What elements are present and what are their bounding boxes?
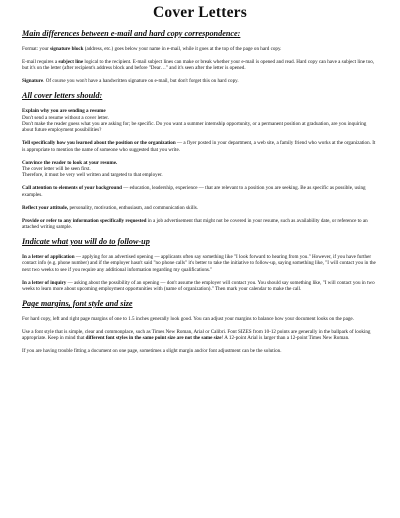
text: . Of course you won't have a handwritten signature on e-mail, but don't forget this on hard copy. — [43, 78, 239, 85]
text: — applying for an advertised opening — applicants often say something like "I look forward to hearing from you." However, if you have further contact info (e.g. phone number) and if the employer hasn't said "no phone calls" it's better to take the initiative to follow-up, saying something like, "I will contact you in the next two weeks to see if you require any additional information regarding my qualifications." — [22, 253, 376, 273]
bold-text: Provide or refer to any information specifically requested — [22, 217, 147, 224]
bold-text: Call attention to elements of your background — [22, 185, 122, 192]
text: logical to the recipient. E-mail subject lines can make or break whether your e-mail is opened and read. Hard copy can have a subject line too, but it's on the letter (after recipient's address block and before "Dear…" and it's seen after the letter is opened. — [22, 58, 375, 72]
text: (address, etc.) goes below your name in e-mail, while it goes at the top of the page on hard copy. — [83, 46, 282, 52]
text: — asking about the possibility of an opening — don't assume the employer will contact you. You should say something like, "I will contact you in two weeks to learn more about upcoming employment opportunities with (name of organization)." Then mark your calendar to make the call. — [22, 279, 375, 292]
bold-text: subject line — [58, 58, 84, 65]
text: — education, leadership, experience — that are relevant to a position you are seeking. Be as specific as possible, using examples. — [22, 185, 366, 198]
bold-text: Convince the reader to look at your resume. — [22, 159, 118, 166]
paragraph-letter-of-application — [22, 254, 378, 273]
text: — a flyer posted in your department, a web site, a family friend who works at the organization. It is appropriate to mention the name of someone who suggested that you write. — [22, 140, 376, 153]
bold-text: Tell specifically how you learned about the position or the organization — [22, 140, 176, 147]
text: Therefore, it must be very well written and targeted to that employer. — [22, 172, 163, 179]
paragraph-font-style — [22, 329, 378, 342]
bold-text: signature block — [50, 46, 84, 52]
text: in a job advertisement that might not be covered in your resume, such as availability date, or reference to an attached writing sample. — [22, 217, 368, 230]
paragraph-margins: For hard copy, left and right page margins of one to 1.5 inches generally look good. You can adjust your margins to balance how your document looks on the page. — [22, 315, 354, 322]
bold-text: Signature — [22, 78, 44, 85]
section-heading-differences: Main differences between e-mail and hard copy correspondence: — [22, 29, 241, 38]
paragraph-how-learned — [22, 140, 378, 153]
section-heading-all-cover-letters: All cover letters should: — [22, 91, 103, 101]
paragraph-provide-info — [22, 218, 378, 231]
text: Format: your — [22, 46, 51, 52]
bold-text: Explain why you are sending a resume — [22, 108, 106, 115]
paragraph-fitting-page: If you are having trouble fitting a document on one page, sometimes a slight margin and/or font adjustment can be the solution. — [22, 348, 282, 355]
section-heading-follow-up: Indicate what you will do to follow-up — [22, 236, 150, 246]
text: E-mail requires a — [22, 58, 59, 65]
paragraph-explain-why — [22, 108, 378, 134]
paragraph-convince-reader — [22, 160, 378, 179]
bold-text: In a letter of inquiry — [22, 279, 67, 286]
text: Use a font style that is simple, clear and commonplace, such as Times New Roman, Arial or Calibri. Font SIZES from 10-12 points are generally in the ballpark of looking appropriate. Keep in mind that — [22, 328, 371, 342]
page-title: Cover Letters — [153, 4, 247, 21]
text: Don't make the reader guess what you are asking for; be specific. Do you want a summer internship opportunity, or a permanent position at graduation, are you inquiring about future employment possibilities? — [22, 120, 367, 134]
bold-text: Reflect your attitude, — [22, 204, 69, 211]
text: Don't send a resume without a cover letter. — [22, 114, 109, 121]
paragraph-reflect-attitude — [22, 205, 378, 211]
bold-text: different font styles in the same point size are not the same size — [85, 335, 222, 342]
paragraph-signature — [22, 78, 378, 84]
text: The cover letter will be seen first. — [22, 165, 91, 172]
paragraph-subject-line — [22, 59, 378, 72]
text: personality, motivation, enthusiasm, and communication skills. — [68, 204, 198, 211]
paragraph-call-attention — [22, 185, 378, 198]
bold-text: In a letter of application — [22, 253, 75, 260]
text: ! A 12-point Arial is larger than a 12-point Times New Roman. — [221, 335, 350, 342]
paragraph-signature-block — [22, 46, 378, 52]
section-heading-margins-font: Page margins, font style and size — [22, 298, 133, 308]
paragraph-letter-of-inquiry — [22, 280, 378, 293]
